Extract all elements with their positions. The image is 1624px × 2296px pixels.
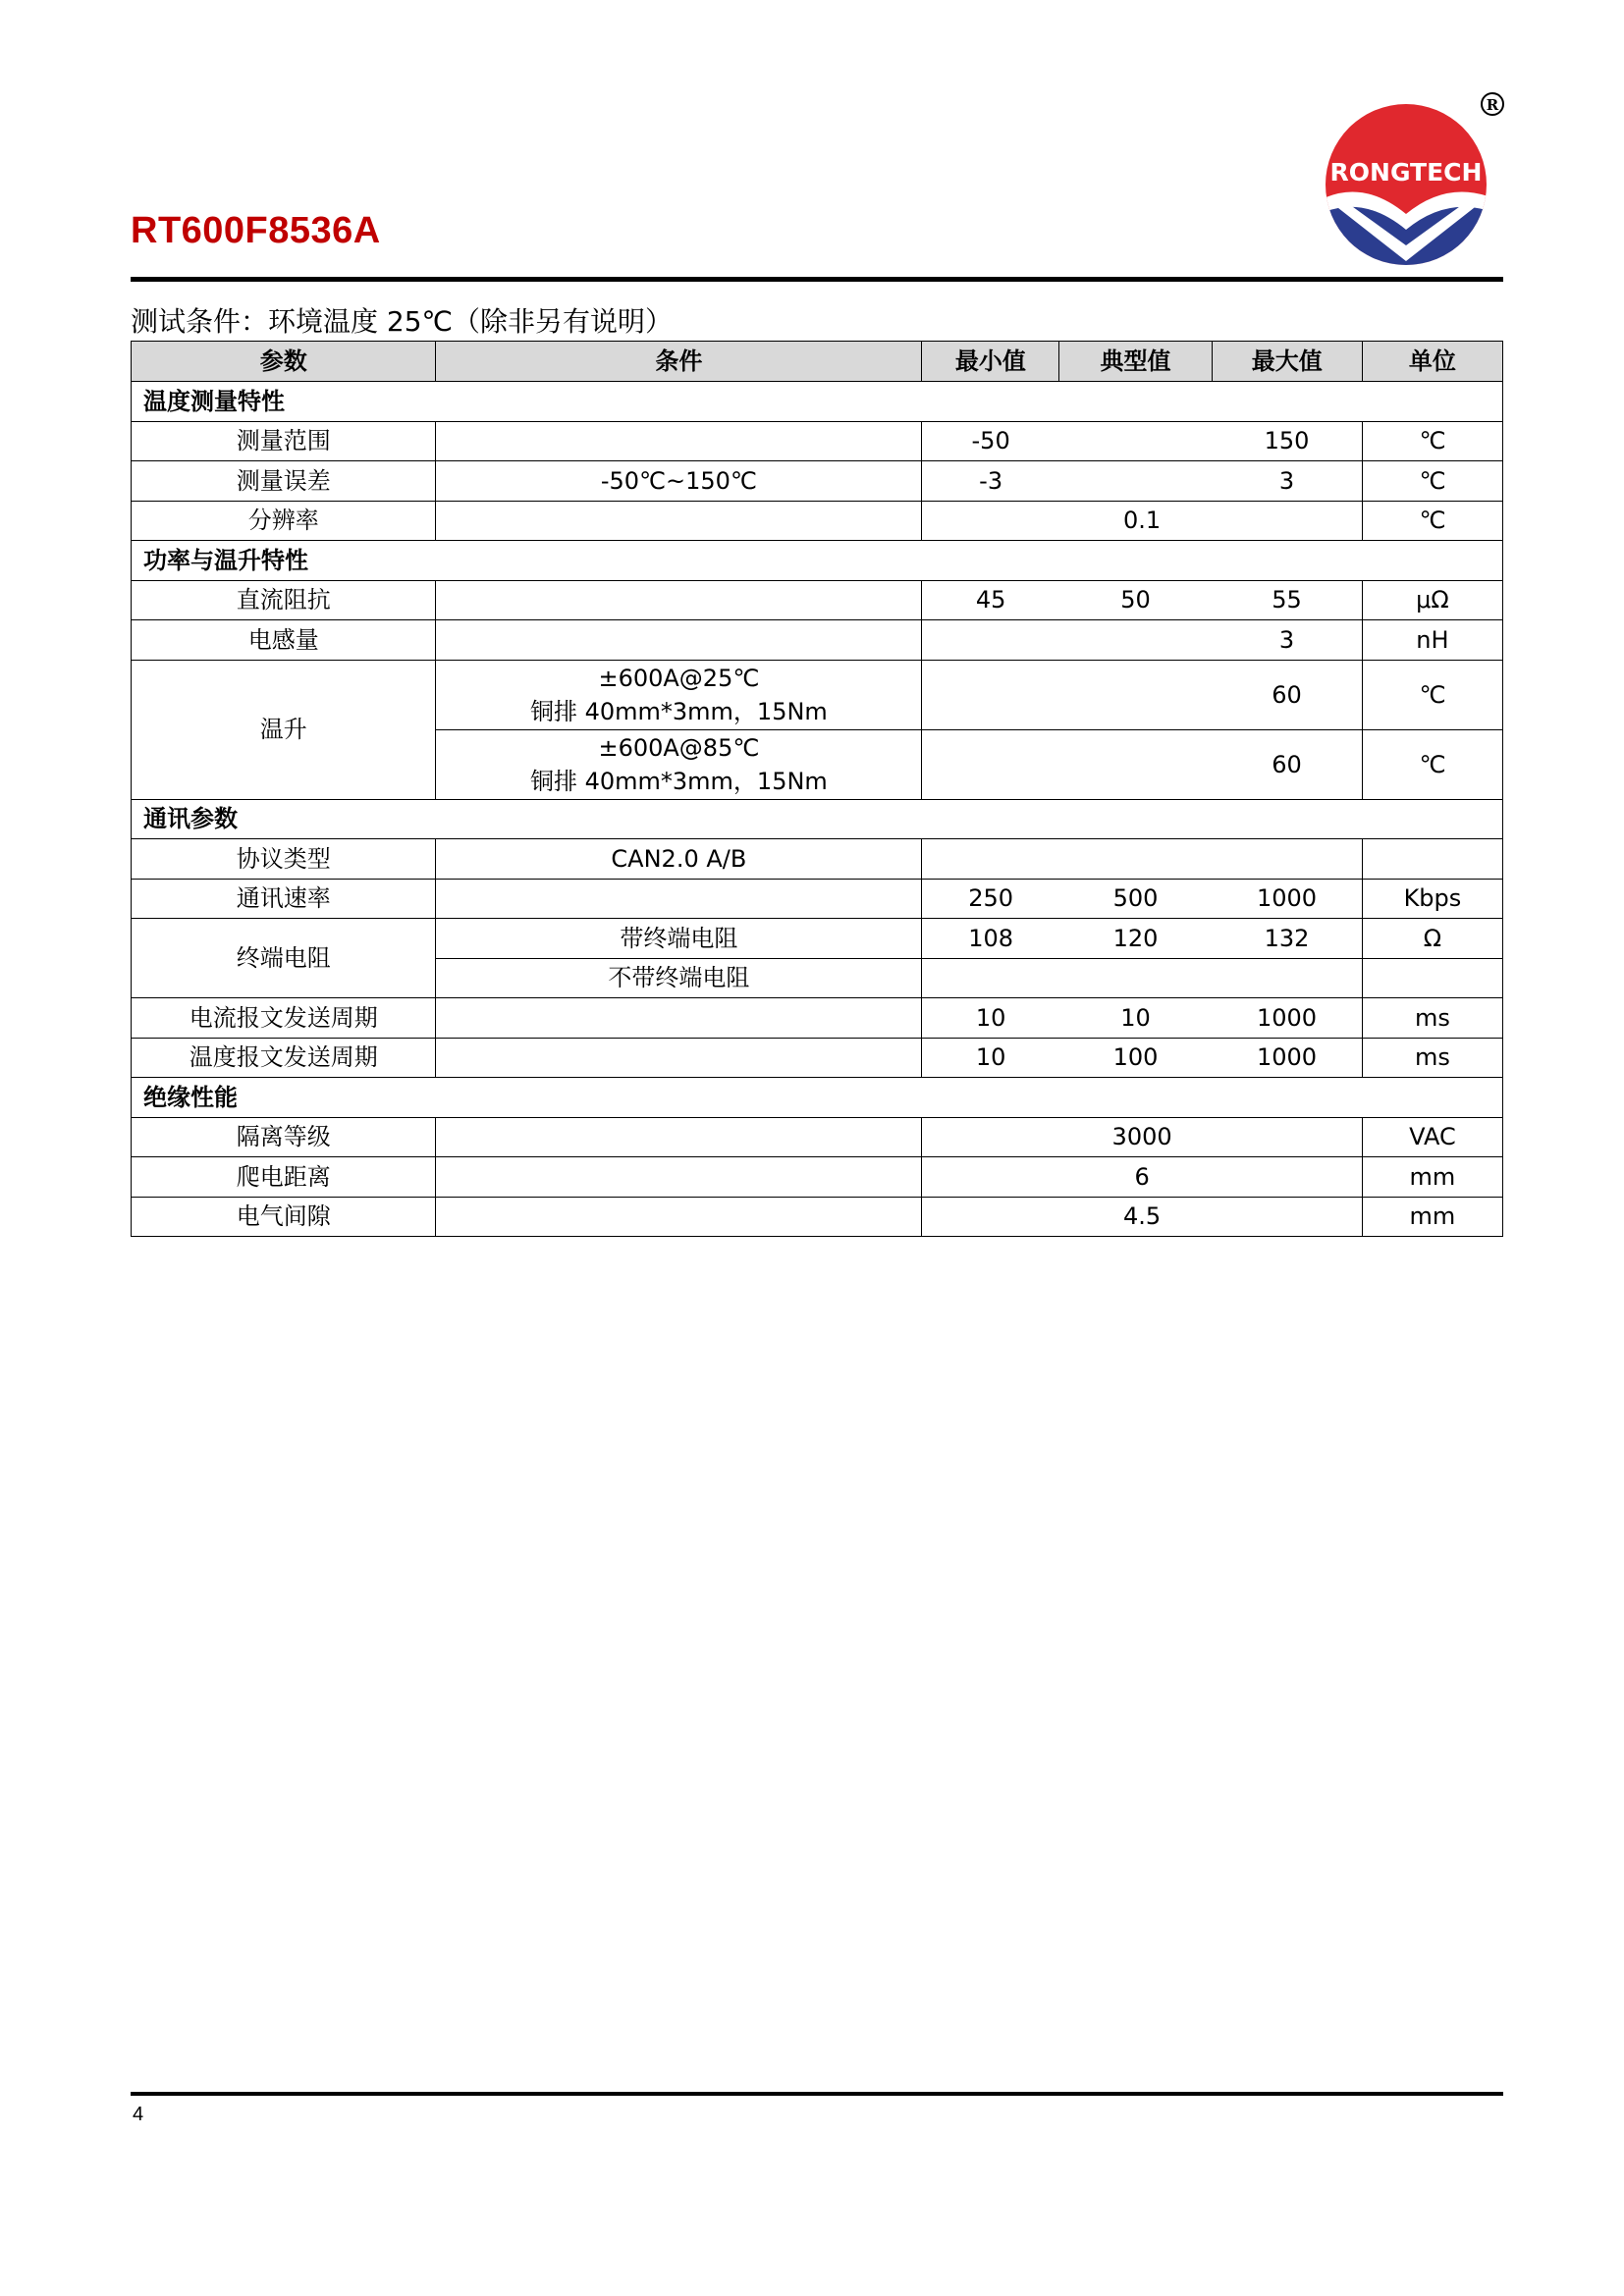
header-unit: 单位 (1362, 342, 1502, 382)
condition-cell (436, 421, 922, 461)
max-cell: 1000 (1212, 1038, 1362, 1078)
condition-cell (436, 1117, 922, 1157)
param-cell: 直流阻抗 (132, 580, 436, 620)
unit-cell: ms (1362, 1038, 1502, 1078)
table-row (132, 580, 1503, 620)
table-row (132, 501, 1503, 541)
condition-line: 铜排 40mm*3mm，15Nm (529, 697, 828, 725)
unit-cell: nH (1362, 620, 1502, 661)
table-row (132, 919, 1503, 959)
param-cell: 隔离等级 (132, 1117, 436, 1157)
condition-cell: CAN2.0 A/B (436, 839, 922, 880)
condition-cell (436, 729, 922, 799)
table-row (132, 879, 1503, 919)
max-cell: 1000 (1212, 879, 1362, 919)
unit-cell: μΩ (1362, 580, 1502, 620)
typ-cell: 100 (1059, 1038, 1212, 1078)
condition-cell (436, 998, 922, 1039)
test-conditions: 测试条件：环境温度 25℃（除非另有说明） (131, 305, 673, 338)
header-max: 最大值 (1212, 342, 1362, 382)
section-insul: 绝缘性能 (132, 1078, 1503, 1118)
max-cell: 150 (1212, 421, 1362, 461)
min-cell: -3 (922, 461, 1059, 502)
condition-cell (436, 1038, 922, 1078)
param-cell: 温度报文发送周期 (132, 1038, 436, 1078)
param-cell: 电感量 (132, 620, 436, 661)
condition-cell: -50℃~150℃ (436, 461, 922, 502)
param-cell: 电气间隙 (132, 1197, 436, 1237)
param-cell: 测量范围 (132, 421, 436, 461)
condition-line: ±600A@25℃ (598, 664, 760, 692)
unit-cell: Kbps (1362, 879, 1502, 919)
condition-cell (436, 1197, 922, 1237)
min-cell (922, 660, 1059, 729)
unit-cell: ℃ (1362, 729, 1502, 799)
max-cell: 132 (1212, 919, 1362, 959)
rongtech-logo-icon (1316, 86, 1512, 273)
header-typ: 典型值 (1059, 342, 1212, 382)
section-row (132, 541, 1503, 581)
unit-cell: mm (1362, 1197, 1502, 1237)
typ-cell (1059, 660, 1212, 729)
condition-cell (436, 501, 922, 541)
typ-cell: 50 (1059, 580, 1212, 620)
param-cell: 协议类型 (132, 839, 436, 880)
unit-cell (1362, 839, 1502, 880)
unit-cell: Ω (1362, 919, 1502, 959)
param-cell: 终端电阻 (132, 919, 436, 998)
unit-cell: ℃ (1362, 501, 1502, 541)
unit-cell (1362, 958, 1502, 998)
min-cell (922, 620, 1059, 661)
max-cell: 55 (1212, 580, 1362, 620)
condition-line: 铜排 40mm*3mm，15Nm (529, 767, 828, 795)
table-row (132, 1197, 1503, 1237)
condition-cell (436, 620, 922, 661)
max-cell: 1000 (1212, 998, 1362, 1039)
table-row (132, 461, 1503, 502)
condition-cell (436, 879, 922, 919)
typ-cell: 3000 (922, 1117, 1363, 1157)
section-row (132, 1078, 1503, 1118)
table-row (132, 1038, 1503, 1078)
typ-cell: 120 (1059, 919, 1212, 959)
table-row (132, 998, 1503, 1039)
header-rule (131, 277, 1503, 282)
param-cell: 温升 (132, 660, 436, 799)
min-cell: 10 (922, 1038, 1059, 1078)
typ-cell: 4.5 (922, 1197, 1363, 1237)
value-cell (922, 839, 1363, 880)
max-cell: 3 (1212, 461, 1362, 502)
min-cell: 250 (922, 879, 1059, 919)
registered-mark-icon: R (1486, 96, 1499, 114)
table-row (132, 620, 1503, 661)
condition-cell (436, 580, 922, 620)
section-row (132, 382, 1503, 422)
max-cell: 60 (1212, 660, 1362, 729)
section-power: 功率与温升特性 (132, 541, 1503, 581)
condition-cell (436, 660, 922, 729)
typ-cell: 10 (1059, 998, 1212, 1039)
unit-cell: ℃ (1362, 461, 1502, 502)
min-cell: 45 (922, 580, 1059, 620)
unit-cell: ℃ (1362, 421, 1502, 461)
section-row (132, 799, 1503, 839)
param-cell: 通讯速率 (132, 879, 436, 919)
typ-cell (1059, 421, 1212, 461)
table-row (132, 1117, 1503, 1157)
unit-cell: ℃ (1362, 660, 1502, 729)
min-cell: 10 (922, 998, 1059, 1039)
table-row (132, 660, 1503, 729)
section-temp: 温度测量特性 (132, 382, 1503, 422)
min-cell: -50 (922, 421, 1059, 461)
typ-cell: 500 (1059, 879, 1212, 919)
unit-cell: VAC (1362, 1117, 1502, 1157)
section-comm: 通讯参数 (132, 799, 1503, 839)
param-cell: 分辨率 (132, 501, 436, 541)
typ-cell (1059, 729, 1212, 799)
max-cell: 3 (1212, 620, 1362, 661)
max-cell: 60 (1212, 729, 1362, 799)
unit-cell: mm (1362, 1157, 1502, 1198)
typ-cell: 0.1 (922, 501, 1363, 541)
unit-cell: ms (1362, 998, 1502, 1039)
header-min: 最小值 (922, 342, 1059, 382)
value-cell (922, 958, 1363, 998)
table-row (132, 839, 1503, 880)
table-row (132, 421, 1503, 461)
condition-cell: 带终端电阻 (436, 919, 922, 959)
typ-cell (1059, 461, 1212, 502)
param-cell: 电流报文发送周期 (132, 998, 436, 1039)
min-cell: 108 (922, 919, 1059, 959)
footer-rule (131, 2092, 1503, 2096)
typ-cell: 6 (922, 1157, 1363, 1198)
typ-cell (1059, 620, 1212, 661)
param-cell: 测量误差 (132, 461, 436, 502)
spec-table (131, 341, 1503, 1237)
condition-cell (436, 1157, 922, 1198)
table-header-row (132, 342, 1503, 382)
condition-cell: 不带终端电阻 (436, 958, 922, 998)
model-number: RT600F8536A (131, 210, 381, 251)
table-row (132, 1157, 1503, 1198)
page-number: 4 (133, 2104, 144, 2125)
param-cell: 爬电距离 (132, 1157, 436, 1198)
min-cell (922, 729, 1059, 799)
logo-text: RONGTECH (1329, 158, 1483, 187)
header-param: 参数 (132, 342, 436, 382)
condition-line: ±600A@85℃ (598, 733, 760, 762)
header-condition: 条件 (436, 342, 922, 382)
